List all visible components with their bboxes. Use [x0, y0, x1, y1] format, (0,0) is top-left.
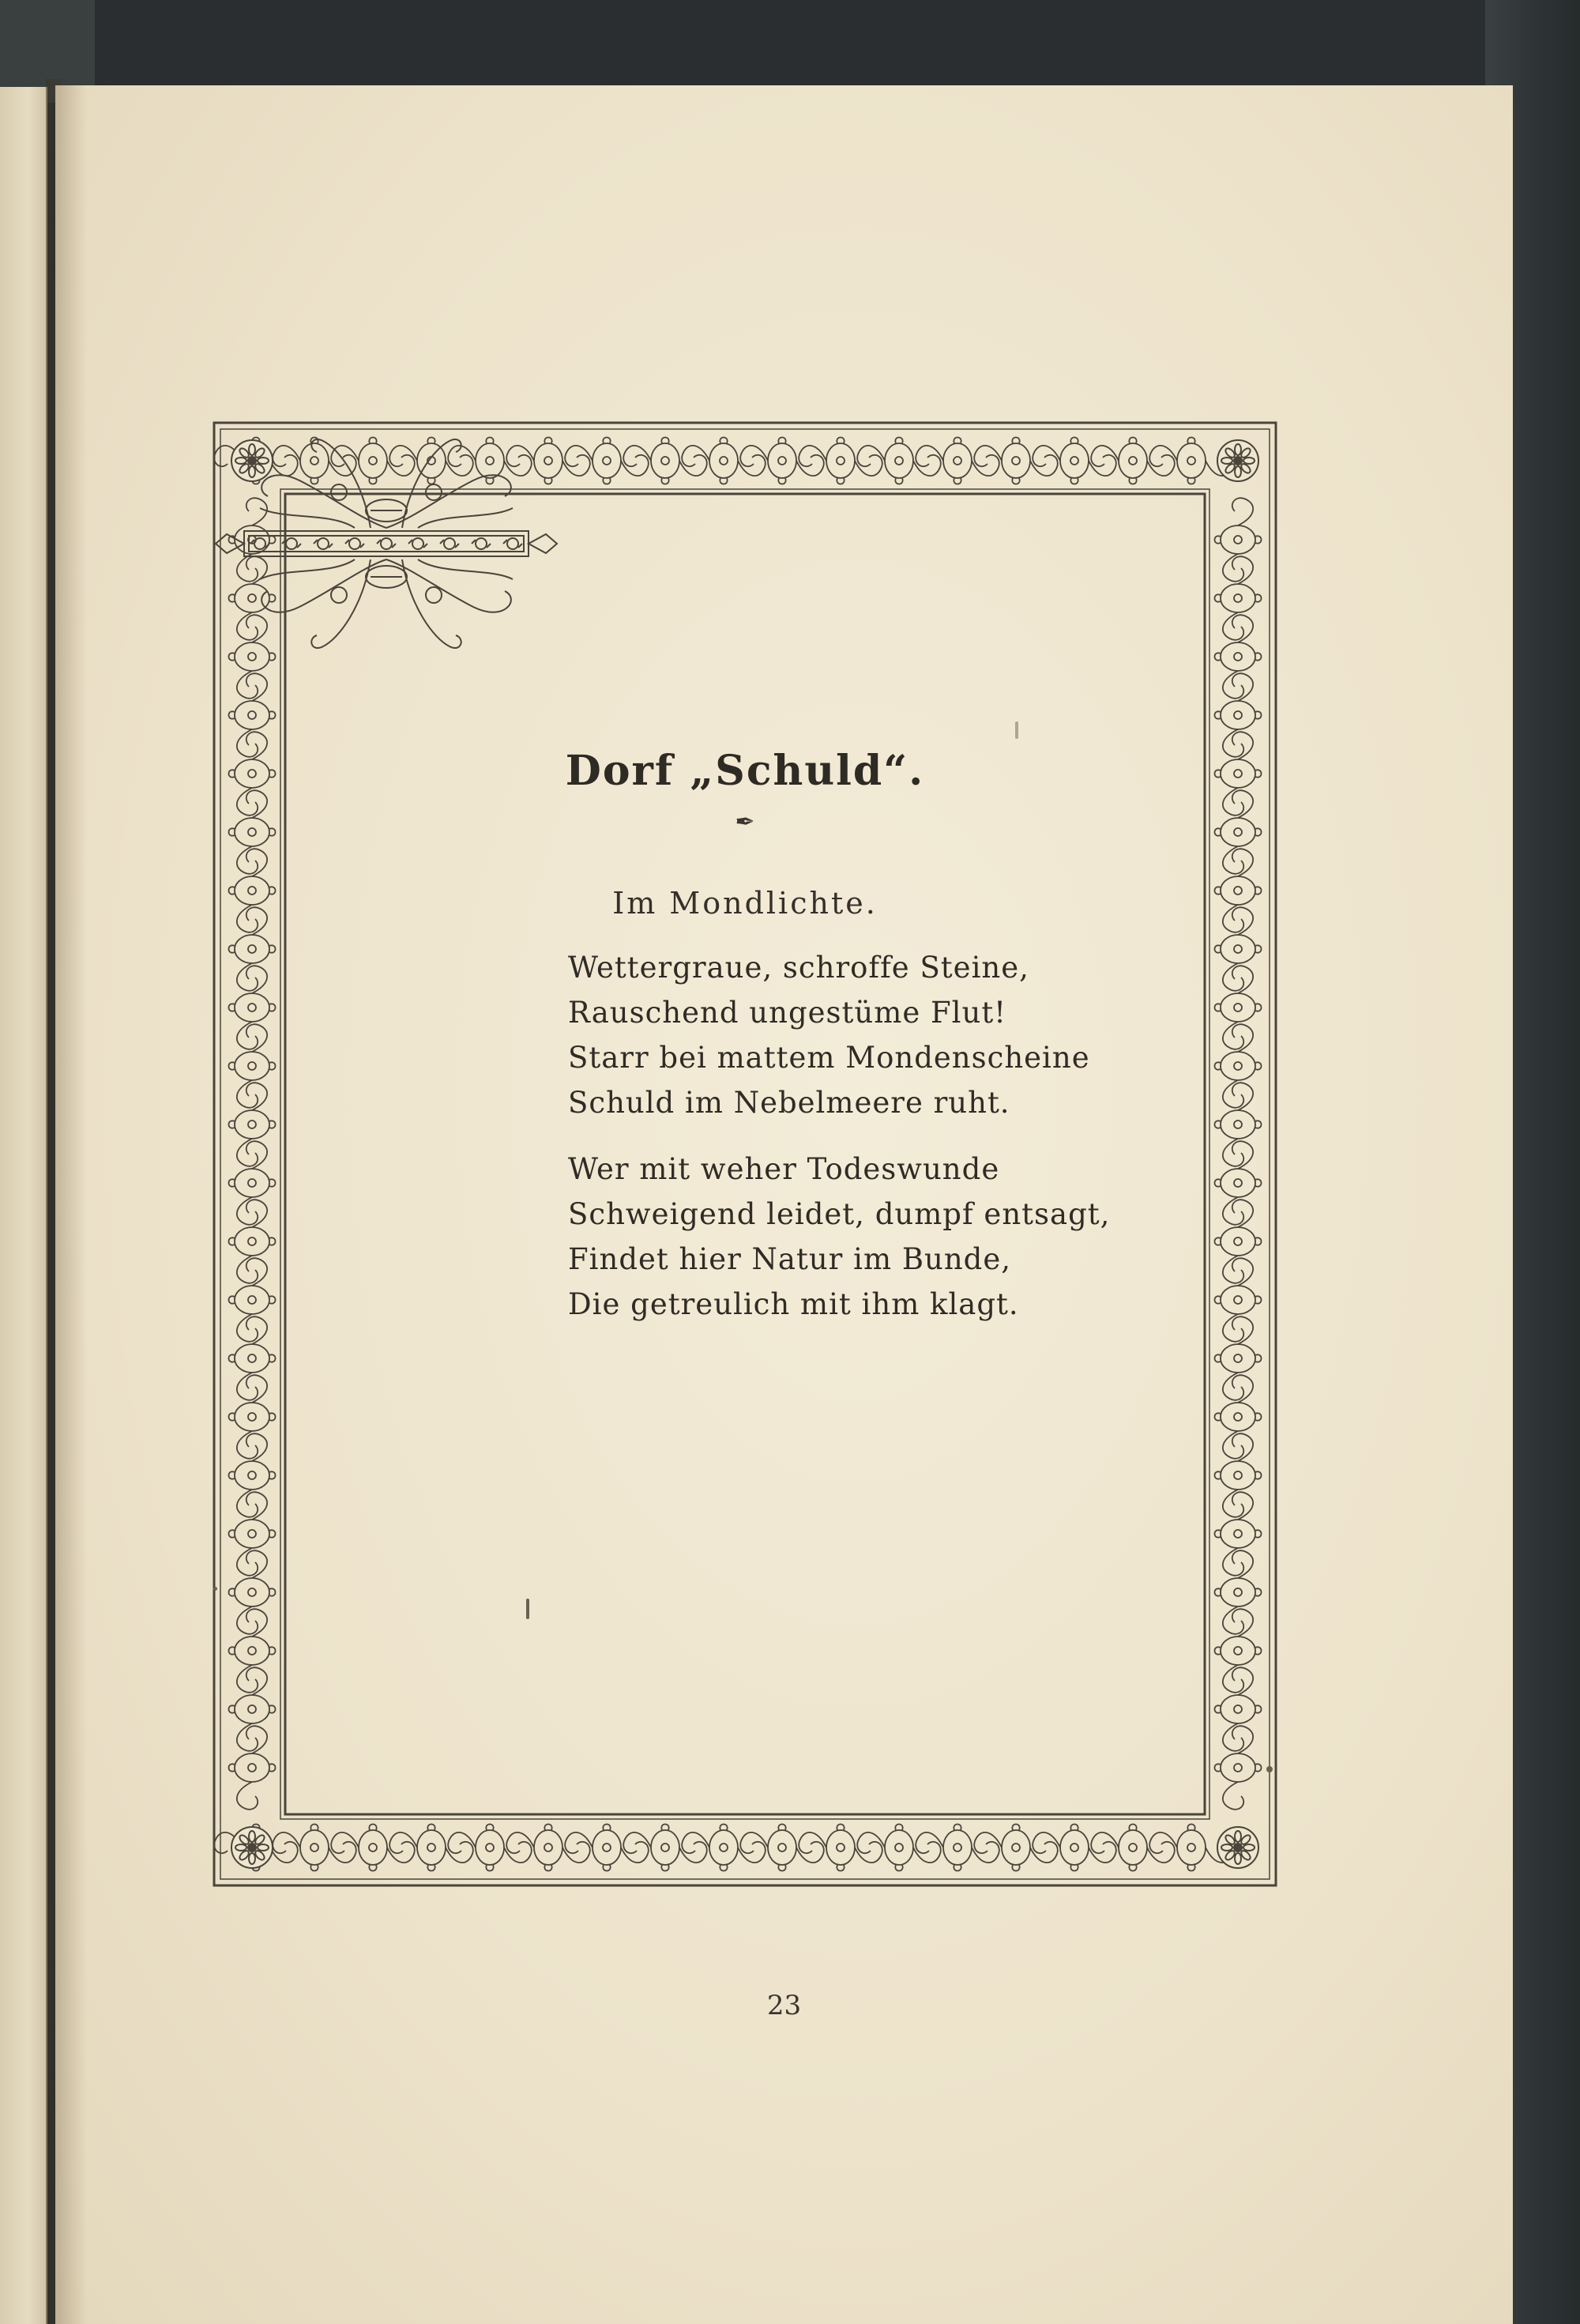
- verse-line: Schweigend leidet, dumpf entsagt,: [568, 1197, 1111, 1231]
- paper-speck: [526, 1599, 529, 1619]
- verse-line: Rauschend ungestüme Flut!: [568, 996, 1007, 1030]
- paper-speck: [213, 1587, 217, 1591]
- page-number: 23: [766, 1990, 802, 2021]
- verse-line: Die getreulich mit ihm klagt.: [568, 1287, 1019, 1321]
- poem-subtitle: Im Mondlichte.: [612, 886, 878, 921]
- stanza-1: [568, 945, 1090, 1125]
- stanza-2: [568, 1147, 1110, 1327]
- paper-speck: [1266, 1766, 1273, 1772]
- facing-page-edge: [0, 87, 47, 2324]
- floral-vignette: [213, 421, 560, 666]
- verse-line: Wer mit weher Todeswunde: [568, 1152, 1000, 1186]
- verse-line: Wettergraue, schroffe Steine,: [568, 951, 1029, 985]
- page-gutter-shadow: [55, 85, 87, 2324]
- ornamental-border: [213, 421, 1277, 1887]
- poem-title: Dorf „Schuld“.: [565, 747, 925, 795]
- paper-speck: [1015, 721, 1018, 739]
- verse-line: Findet hier Natur im Bunde,: [568, 1242, 1012, 1276]
- book-page: [55, 85, 1513, 2324]
- verse-line: Schuld im Nebelmeere ruht.: [568, 1086, 1010, 1120]
- frame-content: [213, 421, 1277, 1887]
- title-flourish: ✒: [735, 808, 755, 836]
- verse-line: Starr bei mattem Mondenscheine: [568, 1041, 1090, 1075]
